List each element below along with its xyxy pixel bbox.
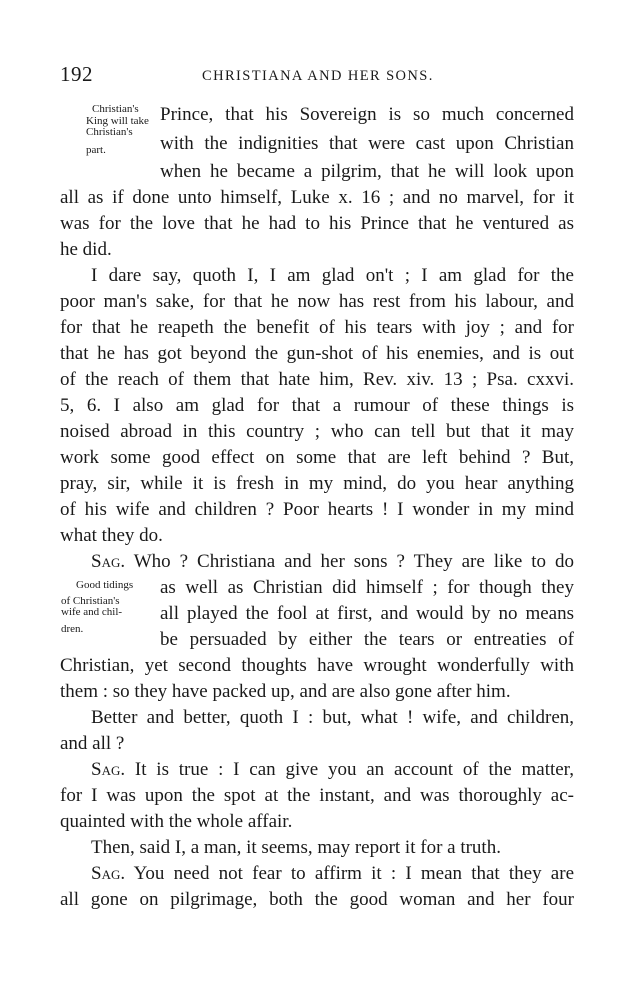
side-note-line: King will take <box>86 114 149 127</box>
body-line: of his wife and children ? Poor hearts ! I wonder in my mind <box>60 499 574 520</box>
speaker-label: Sag. <box>91 551 126 572</box>
side-note-line: Christian's <box>86 126 133 138</box>
body-line: that he has got beyond the gun-shot of his enemies, and is out <box>60 343 574 364</box>
body-line: when he became a pilgrim, that he will look upon <box>160 161 574 182</box>
body-line: was for the love that he had to his Prince that he ventured as <box>60 213 574 234</box>
side-note-good-tidings <box>61 580 133 635</box>
body-line: Better and better, quoth I : but, what ! wife, and children, <box>91 707 574 728</box>
side-note-line: part. <box>86 143 106 156</box>
body-line: Prince, that his Sovereign is so much concerned <box>160 104 574 125</box>
side-note-line: Good tidings <box>76 579 134 591</box>
speaker-label: Sag. <box>91 759 126 780</box>
body-line: and all ? <box>60 733 125 754</box>
body-line <box>60 550 574 574</box>
body-line: I dare say, quoth I, I am glad on't ; I am glad for the <box>91 265 574 286</box>
body-line: he did. <box>60 239 112 260</box>
body-line: them : so they have packed up, and are also gone after him. <box>60 681 511 702</box>
side-note-line: dren. <box>61 622 84 635</box>
speaker-label: Sag. <box>91 863 126 884</box>
side-note-line: Christian's <box>92 103 139 115</box>
body-line: quainted with the whole affair. <box>60 811 293 832</box>
body-line: all as if done unto himself, Luke x. 16 ; and no marvel, for it <box>60 187 574 208</box>
body-line: of the reach of them that hate him, Rev. xiv. 13 ; Psa. cxxvi. <box>60 369 574 390</box>
body-line: poor man's sake, for that he now has rest from his labour, and <box>60 291 574 312</box>
body-line: all gone on pilgrimage, both the good woman and her four <box>60 889 574 910</box>
body-line: noised abroad in this country ; who can tell but that it may <box>60 421 574 442</box>
body-line: Then, said I, a man, it seems, may report it for a truth. <box>91 837 501 858</box>
running-head: CHRISTIANA AND HER SONS. <box>202 68 434 84</box>
line-text: It is true : I can give you an account of the matter, <box>134 759 574 780</box>
side-note-christians-king <box>86 103 149 156</box>
body-line: with the indignities that were cast upon Christian <box>160 133 574 154</box>
body-line: pray, sir, while it is fresh in my mind, do you hear anything <box>60 473 574 494</box>
body-line: as well as Christian did himself ; for though they <box>160 577 574 598</box>
side-note-line: of Christian's <box>61 594 120 607</box>
body-line: for I was upon the spot at the instant, and was thoroughly ac- <box>60 785 574 806</box>
body-line: what they do. <box>60 525 163 546</box>
side-note-line: wife and chil- <box>61 606 123 618</box>
body-line: all played the fool at first, and would by no means <box>160 603 574 624</box>
page-number: 192 <box>60 62 93 86</box>
line-text: Who ? Christiana and her sons ? They are like to do <box>133 551 574 572</box>
body-line: Christian, yet second thoughts have wrought wonderfully with <box>60 655 574 676</box>
body-line: 5, 6. I also am glad for that a rumour of these things is <box>60 395 574 416</box>
body-line: for that he reapeth the benefit of his tears with joy ; and for <box>60 317 574 338</box>
body-line <box>60 862 574 886</box>
line-text: You need not fear to affirm it : I mean that they are <box>133 863 574 884</box>
body-line <box>60 758 574 782</box>
body-line: work some good effect on some that are left behind ? But, <box>60 447 574 468</box>
body-line: be persuaded by either the tears or entreaties of <box>160 629 574 650</box>
